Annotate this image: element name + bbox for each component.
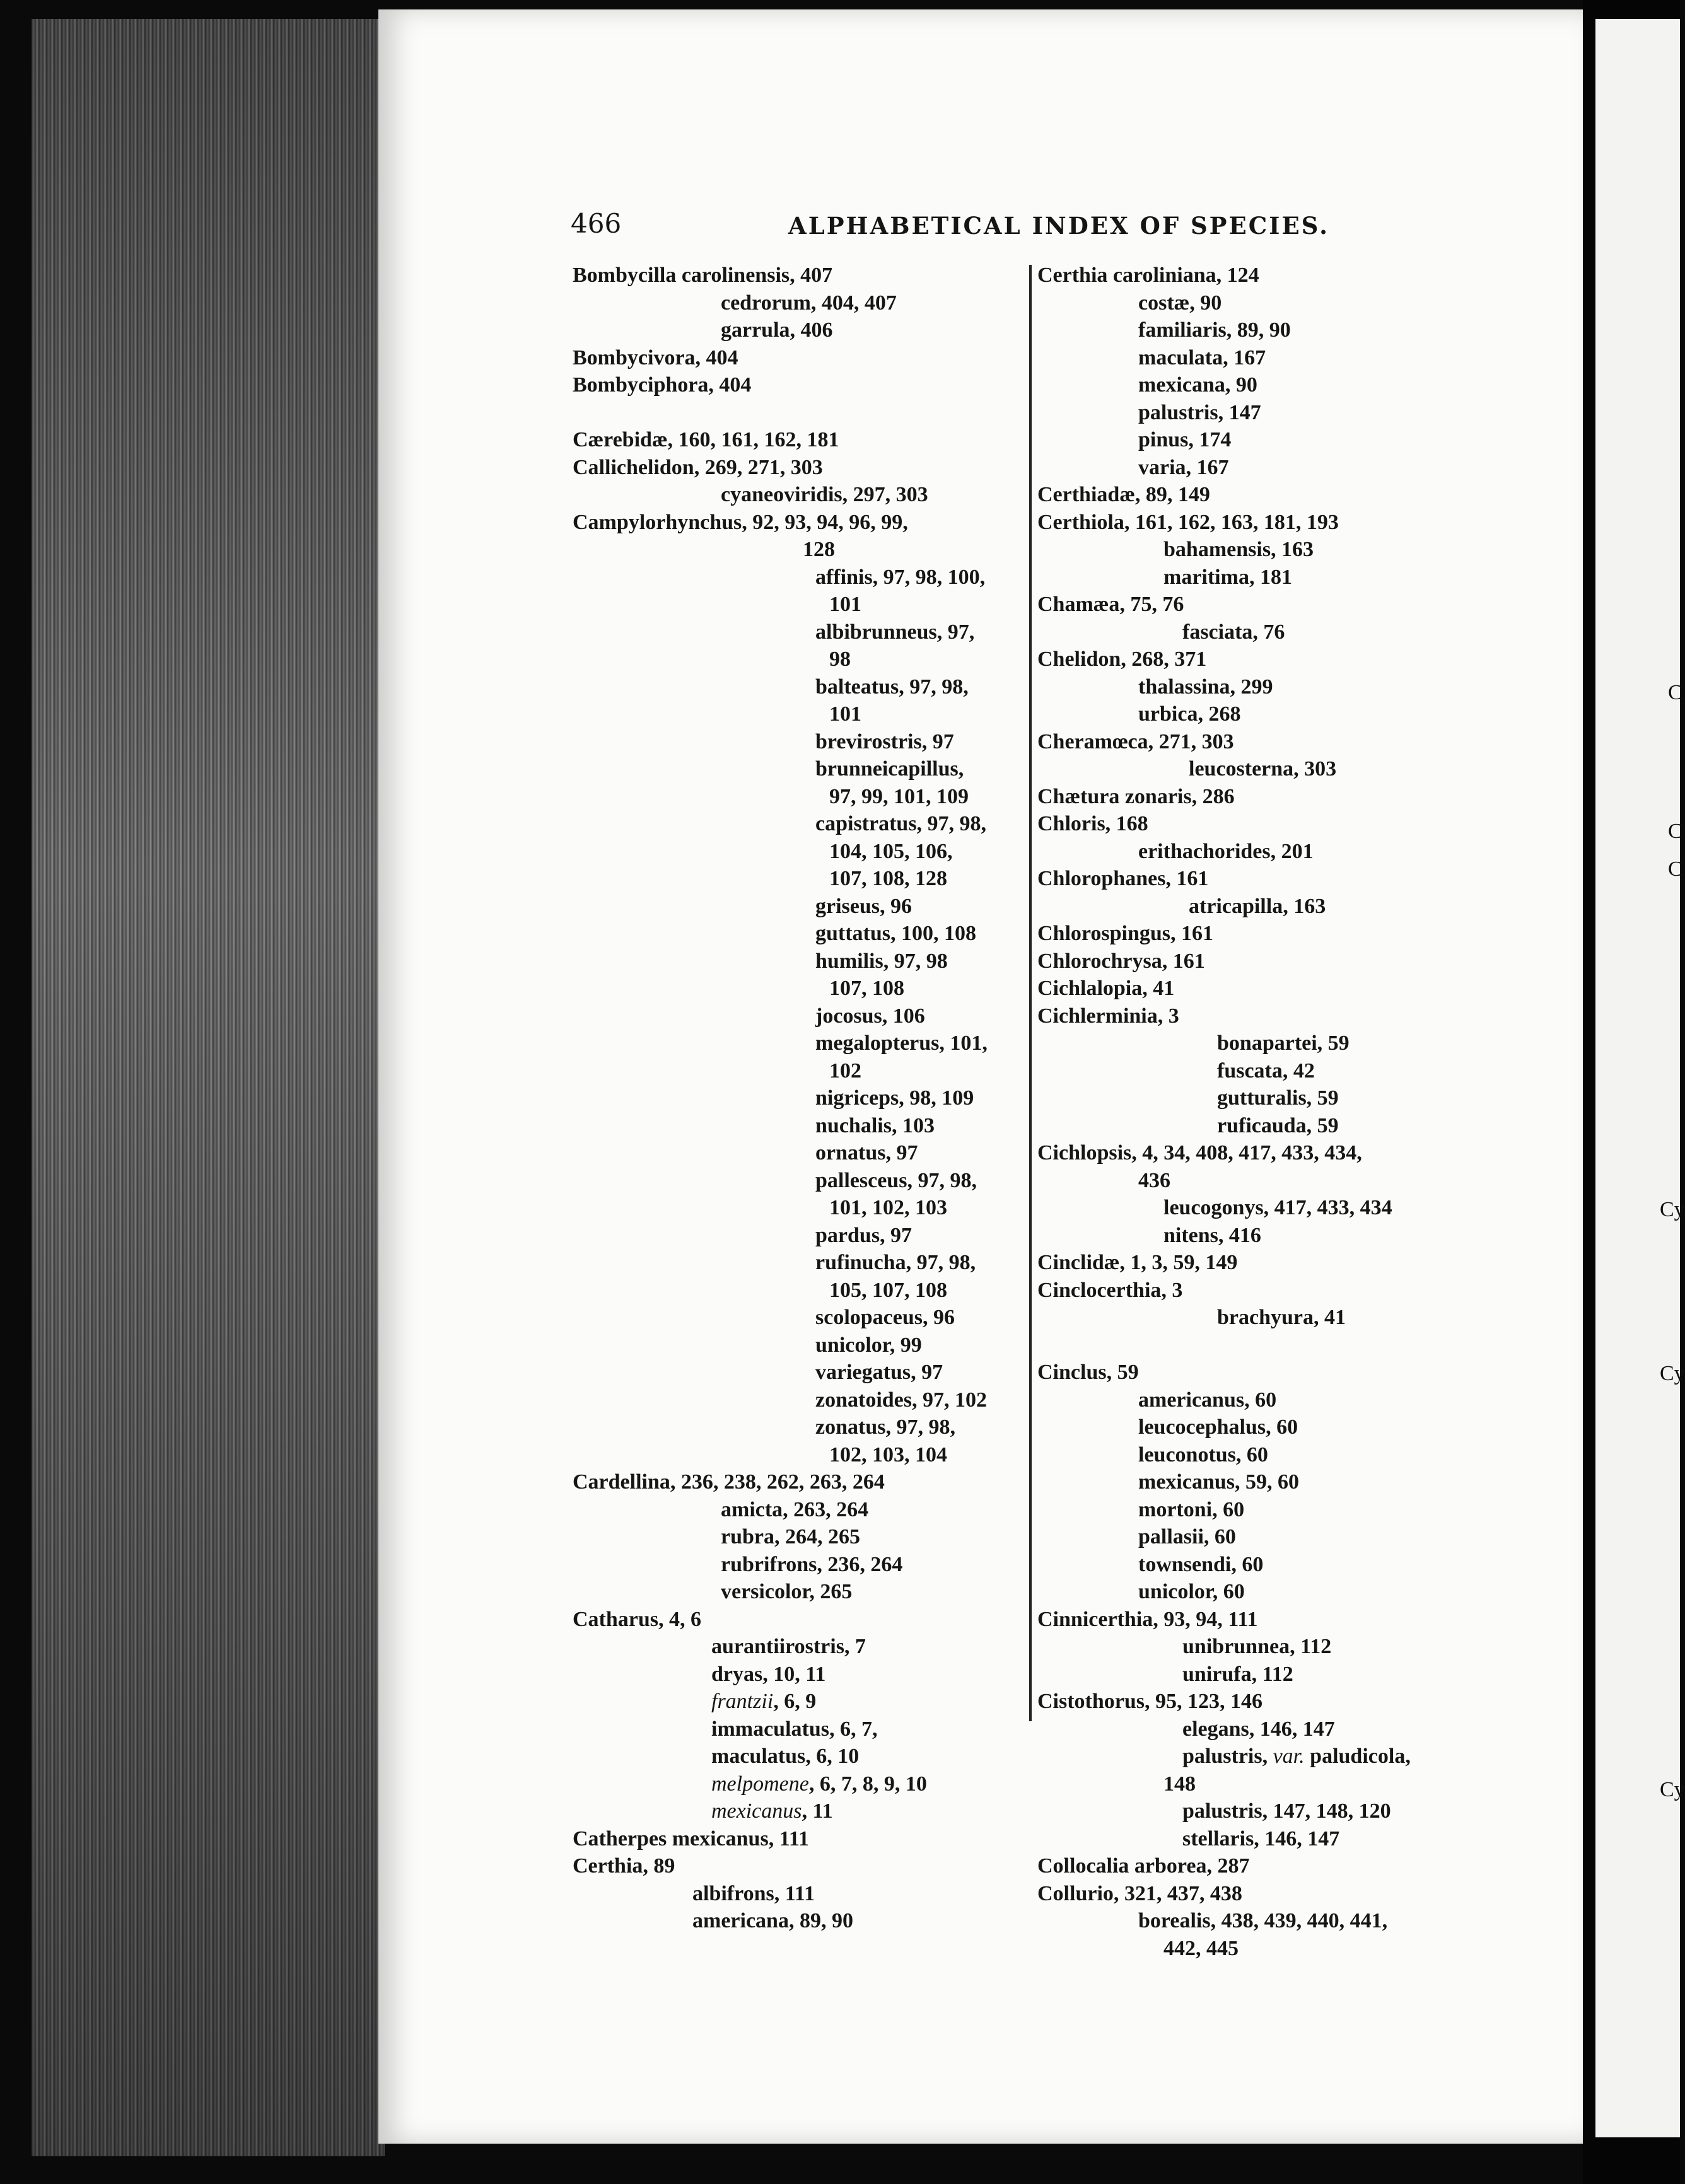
italic-term: mexicanus (711, 1799, 802, 1823)
facing-page-letter: C (1668, 681, 1682, 704)
index-entry: mortoni, 60 (1138, 1497, 1245, 1521)
index-entry: Chelidon, 268, 371 (1037, 648, 1207, 671)
index-entry: rubrifrons, 236, 264 (721, 1552, 903, 1576)
index-entry: balteatus, 97, 98, (815, 675, 969, 699)
index-entry: Collocalia arborea, 287 (1037, 1854, 1250, 1878)
index-entry: ruficauda, 59 (1217, 1113, 1339, 1137)
index-entry: 101 (829, 702, 861, 726)
index-entry: mexicana, 90 (1138, 373, 1257, 397)
index-entry: 98 (829, 648, 851, 671)
index-entry: familiaris, 89, 90 (1138, 318, 1291, 342)
index-entry: unicolor, 99 (815, 1333, 922, 1357)
index-entry: versicolor, 265 (721, 1580, 853, 1603)
index-entry: melpomene, 6, 7, 8, 9, 10 (711, 1772, 927, 1796)
index-entry: Chlorophanes, 161 (1037, 867, 1209, 890)
index-entry: Cichlerminia, 3 (1037, 1004, 1179, 1028)
facing-page-edge (1583, 0, 1680, 2184)
index-entry: pallesceus, 97, 98, (815, 1168, 977, 1192)
facing-page-letter: C (1668, 857, 1682, 881)
index-entry: americanus, 60 (1138, 1388, 1277, 1412)
index-entry: Collurio, 321, 437, 438 (1037, 1881, 1242, 1905)
index-entry: pardus, 97 (815, 1223, 912, 1247)
italic-term: var. (1273, 1745, 1305, 1768)
index-entry: 105, 107, 108 (829, 1278, 947, 1302)
index-entry: stellaris, 146, 147 (1182, 1827, 1340, 1850)
index-entry: maculata, 167 (1138, 346, 1266, 369)
index-entry: Cærebidæ, 160, 161, 162, 181 (573, 428, 839, 451)
index-entry: Chlorospingus, 161 (1037, 922, 1214, 945)
index-entry: maritima, 181 (1163, 565, 1292, 589)
index-entry: 107, 108 (829, 977, 904, 1000)
index-entry: cedrorum, 404, 407 (721, 291, 897, 315)
italic-term: frantzii (711, 1690, 774, 1713)
index-entry: borealis, 438, 439, 440, 441, (1138, 1909, 1388, 1932)
index-entry: immaculatus, 6, 7, (711, 1717, 878, 1741)
index-entry: humilis, 97, 98 (815, 949, 948, 973)
book-page-edges (32, 19, 385, 2156)
index-entry: erithachorides, 201 (1138, 839, 1314, 863)
index-entry: Cinnicerthia, 93, 94, 111 (1037, 1607, 1258, 1631)
facing-page-letter: Cy (1660, 1362, 1685, 1385)
index-entry: jocosus, 106 (815, 1004, 925, 1028)
index-entry: ornatus, 97 (815, 1141, 918, 1165)
index-entry: albibrunneus, 97, (815, 620, 975, 644)
index-entry: Cinclidæ, 1, 3, 59, 149 (1037, 1251, 1238, 1274)
index-entry: atricapilla, 163 (1189, 894, 1326, 918)
index-entry: Callichelidon, 269, 271, 303 (573, 455, 823, 479)
index-entry: variegatus, 97 (815, 1361, 943, 1384)
index-entry: frantzii, 6, 9 (711, 1690, 817, 1713)
index-entry: rufinucha, 97, 98, (815, 1251, 976, 1274)
index-entry: 102, 103, 104 (829, 1443, 947, 1467)
index-entry: 128 (803, 538, 835, 561)
index-entry: Chloris, 168 (1037, 812, 1148, 835)
index-entry: Certhia, 89 (573, 1854, 675, 1878)
index-entry: townsendi, 60 (1138, 1552, 1264, 1576)
index-entry: 442, 445 (1163, 1936, 1239, 1960)
page-title: ALPHABETICAL INDEX OF SPECIES. (788, 212, 1329, 240)
index-entry: palustris, var. paludicola, (1182, 1745, 1411, 1768)
index-entry: aurantiirostris, 7 (711, 1635, 866, 1658)
index-entry: 148 (1163, 1772, 1196, 1796)
index-entry: Catharus, 4, 6 (573, 1607, 702, 1631)
italic-term: melpomene (711, 1772, 809, 1796)
index-entry: unirufa, 112 (1182, 1662, 1293, 1686)
index-entry: 107, 108, 128 (829, 867, 947, 890)
facing-page-letter: C (1668, 820, 1682, 843)
index-entry: Cheramœca, 271, 303 (1037, 729, 1234, 753)
index-entry: Cinclocerthia, 3 (1037, 1278, 1183, 1302)
index-entry: costæ, 90 (1138, 291, 1222, 315)
index-entry: thalassina, 299 (1138, 675, 1273, 699)
index-entry: elegans, 146, 147 (1182, 1717, 1335, 1741)
index-entry: brachyura, 41 (1217, 1306, 1346, 1329)
index-entry: Chlorochrysa, 161 (1037, 949, 1205, 973)
index-entry: scolopaceus, 96 (815, 1306, 955, 1329)
index-entry: amicta, 263, 264 (721, 1497, 869, 1521)
index-entry: brevirostris, 97 (815, 729, 954, 753)
index-entry: 104, 105, 106, (829, 839, 953, 863)
index-entry: Catherpes mexicanus, 111 (573, 1827, 809, 1850)
index-entry: dryas, 10, 11 (711, 1662, 826, 1686)
index-entry: Bombycilla carolinensis, 407 (573, 264, 833, 287)
index-entry: palustris, 147 (1138, 400, 1261, 424)
book-page (378, 9, 1583, 2144)
index-entry: Cardellina, 236, 238, 262, 263, 264 (573, 1470, 885, 1494)
index-entry: Certhiola, 161, 162, 163, 181, 193 (1037, 510, 1339, 534)
index-entry: rubra, 264, 265 (721, 1525, 860, 1548)
index-entry: 436 (1138, 1168, 1170, 1192)
index-entry: megalopterus, 101, (815, 1031, 988, 1055)
index-entry: unicolor, 60 (1138, 1580, 1245, 1603)
facing-page-letter: Cy (1660, 1198, 1685, 1221)
index-entry: Bombycivora, 404 (573, 346, 738, 369)
index-entry: gutturalis, 59 (1217, 1086, 1339, 1110)
index-entry: americana, 89, 90 (692, 1909, 853, 1932)
index-entry: albifrons, 111 (692, 1881, 815, 1905)
index-entry: Cistothorus, 95, 123, 146 (1037, 1690, 1263, 1713)
index-entry: nuchalis, 103 (815, 1113, 935, 1137)
index-entry: leucogonys, 417, 433, 434 (1163, 1196, 1392, 1219)
index-entry: nigriceps, 98, 109 (815, 1086, 974, 1110)
index-entry: Bombyciphora, 404 (573, 373, 752, 397)
index-entry: cyaneoviridis, 297, 303 (721, 483, 928, 506)
column-divider (1029, 265, 1032, 1721)
index-entry: Chamæa, 75, 76 (1037, 593, 1184, 616)
index-entry: Certhia caroliniana, 124 (1037, 264, 1259, 287)
index-entry: Chætura zonaris, 286 (1037, 784, 1235, 808)
index-entry: leucocephalus, 60 (1138, 1415, 1298, 1439)
index-entry: 101, 102, 103 (829, 1196, 947, 1219)
index-entry: leuconotus, 60 (1138, 1443, 1268, 1467)
index-entry: Cichlopsis, 4, 34, 408, 417, 433, 434, (1037, 1141, 1362, 1165)
index-entry: Cinclus, 59 (1037, 1361, 1139, 1384)
index-entry: maculatus, 6, 10 (711, 1745, 860, 1768)
index-entry: nitens, 416 (1163, 1223, 1261, 1247)
facing-page-sheet (1595, 19, 1680, 2137)
index-entry: 102 (829, 1059, 861, 1083)
running-head (571, 208, 1583, 240)
index-entry: leucosterna, 303 (1189, 757, 1337, 781)
index-column-right (1037, 262, 1491, 1962)
index-entry: bonapartei, 59 (1217, 1031, 1350, 1055)
index-entry: urbica, 268 (1138, 702, 1241, 726)
index-entry: brunneicapillus, (815, 757, 964, 781)
index-entry: Cichlalopia, 41 (1037, 977, 1175, 1000)
index-entry: affinis, 97, 98, 100, (815, 565, 986, 589)
index-entry: fuscata, 42 (1217, 1059, 1315, 1083)
index-entry: unibrunnea, 112 (1182, 1635, 1332, 1658)
index-entry: 97, 99, 101, 109 (829, 784, 969, 808)
index-entry: Campylorhynchus, 92, 93, 94, 96, 99, (573, 510, 908, 534)
index-entry: fasciata, 76 (1182, 620, 1285, 644)
index-entry: varia, 167 (1138, 455, 1229, 479)
facing-page-letter: Cy (1660, 1778, 1685, 1801)
index-entry: 101 (829, 593, 861, 616)
index-entry: mexicanus, 59, 60 (1138, 1470, 1299, 1494)
index-entry: Certhiadæ, 89, 149 (1037, 483, 1210, 506)
index-entry: pallasii, 60 (1138, 1525, 1236, 1548)
page-number: 466 (571, 208, 622, 239)
index-entry: pinus, 174 (1138, 428, 1232, 451)
index-entry: zonatoides, 97, 102 (815, 1388, 987, 1412)
index-entry: garrula, 406 (721, 318, 833, 342)
index-entry: mexicanus, 11 (711, 1799, 833, 1823)
index-entry: palustris, 147, 148, 120 (1182, 1799, 1391, 1823)
index-entry: guttatus, 100, 108 (815, 922, 977, 945)
index-gap (1037, 1332, 1491, 1359)
index-entry: zonatus, 97, 98, (815, 1415, 955, 1439)
index-entry: capistratus, 97, 98, (815, 812, 987, 835)
index-entry: griseus, 96 (815, 894, 912, 918)
index-entry: bahamensis, 163 (1163, 538, 1314, 561)
